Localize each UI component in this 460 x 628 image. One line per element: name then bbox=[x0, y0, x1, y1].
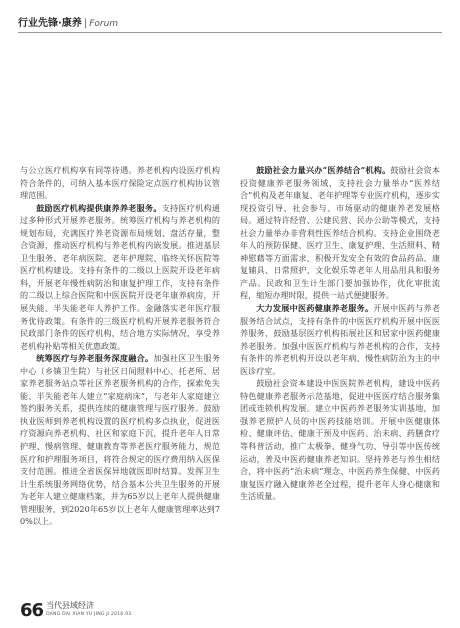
paragraph bbox=[20, 202, 220, 353]
paragraph-body: 开展中医药与养老服务结合试点，支持有条件的中医医疗机构开展中医医养服务，鼓励基层医疗机构拓展社区和居家中医药健康养老服务。加强中医医疗机构与养老机构的合作，支持有条件的养老机构开设以老年病、慢性病防治为主的中医诊疗室。 bbox=[240, 303, 440, 376]
paragraph-body: 支持医疗机构通过多种形式开展养老服务。统筹医疗机构与养老机构的规划布局，充满医疗养老资源布局规划、盘活存量，整合资源，推动医疗机构与养老机构内嵌发展。推进基层卫生服务、老年病医院、老年护理院、临终关怀医院等医疗机构建设。支持有条件的二级以上医院开设老年病科，开展老年慢性病防治和康复护理工作，支持有条件的二级以上综合医院和中医医院开设老年康养病房，开展失能、半失能老年人养护工作。金融落实老年医疗服务优待政策。有条件的三级医疗机构开展养老服务符合民政部门条件的医疗机构，结合地方实际情况，享受养老机构补贴等相关优惠政策。 bbox=[20, 202, 220, 351]
left-column bbox=[20, 164, 220, 528]
page-header bbox=[18, 14, 442, 34]
page-footer bbox=[20, 597, 131, 623]
paragraph-lead: 大力发展中医药健康养老服务。 bbox=[256, 303, 374, 314]
header-separator: | bbox=[83, 18, 88, 29]
paragraph bbox=[240, 164, 440, 302]
paragraph-lead: 统筹医疗与养老服务深度融合。 bbox=[36, 353, 154, 364]
paragraph-lead: 鼓励社会力量兴办“医养结合”机构。 bbox=[256, 165, 391, 175]
paragraph: 鼓励社会资本建设中医医院养老机构，建设中医药特色健康养老服务示范基地，促进中医医疗结合服务集团或连锁机构发展。建立中医药养老服务实训基地，加强养老照护人员的中医药技能培训。开展中医健康体检、健康评估、健康干预及中医药、治未病、药膳食疗等科普活动，推广太极拳、健身气功、导引等中医传统运动，普及中医药健康养老知识。坚持养老与养生相结合，将中医药“治未病”理念、中医药养生保健、中医药康复医疗融入健康养老全过程，提升老年人身心健康和生活质量。 bbox=[240, 378, 440, 502]
paragraph bbox=[20, 352, 220, 528]
paragraph-lead: 鼓励医疗机构提供康养养老服务。 bbox=[36, 202, 162, 213]
magazine-title: 当代县域经济 bbox=[46, 601, 95, 610]
paragraph bbox=[240, 302, 440, 377]
paragraph: 与公立医疗机构享有同等待遇。养老机构内设医疗机构符合条件的，可纳入基本医疗保险定点医疗机构协议管理范围。 bbox=[20, 165, 220, 201]
magazine-subtitle: DANG DAI XIAN YU JING JI 2016.03 bbox=[46, 612, 132, 617]
header-divider bbox=[18, 32, 442, 33]
right-column bbox=[240, 164, 440, 503]
section-subtitle: Forum bbox=[89, 19, 119, 29]
magazine-masthead bbox=[46, 601, 131, 619]
paragraph-body: 加强社区卫生服务中心（乡镇卫生院）与社区日间照料中心、托老所、居家养老服务站点等社区养老服务机构的合作，探索免失能、半失能老年人建立“家庭病床”，与老年人家庭建立签约服务关系，提供连续的健康管理与医疗服务。鼓励执业医师到养老机构设置的医疗机构多点执业，促进医疗资源向养老机构、社区和家庭下沉，提升老年人日常护理、慢病管理、健康教育等养老医疗服务能力，规范医疗和护理服务项目，将符合规定的医疗费用纳入医保支付范围。推进全省医保异地就医即时结算。发挥卫生计生系统服务网络优势，结合基本公共卫生服务的开展为老年人建立健康档案，并为65岁以上老年人提供健康管理服务，到2020年65岁以上老年人健康管理率达到70%以上。 bbox=[20, 353, 220, 527]
page-number: 66 bbox=[20, 599, 44, 621]
section-category: 行业先锋·康养 bbox=[18, 18, 82, 29]
paragraph-body: 鼓励社会资本投资健康养老服务领域，支持社会力量举办“医养结合”机构及老年康复、老年护理等专业医疗机构，逐步实现投资引导、社会参与、市场驱动的健康养老发展格局。通过特许经营、公建民营、民办公助等模式，支持社会力量举办非营利性医养结合机构。支持企业围绕老年人的预防保健、医疗卫生、康复护理、生活照料、精神慰藉等方面需求，积极开发安全有效的食品药品、康复辅具、日常照护、文化娱乐等老年人用品用具和服务产品。民政和卫生计生部门要加强协作，优化审批流程，缩短办理时限，提供一站式便捷服务。 bbox=[240, 165, 440, 301]
